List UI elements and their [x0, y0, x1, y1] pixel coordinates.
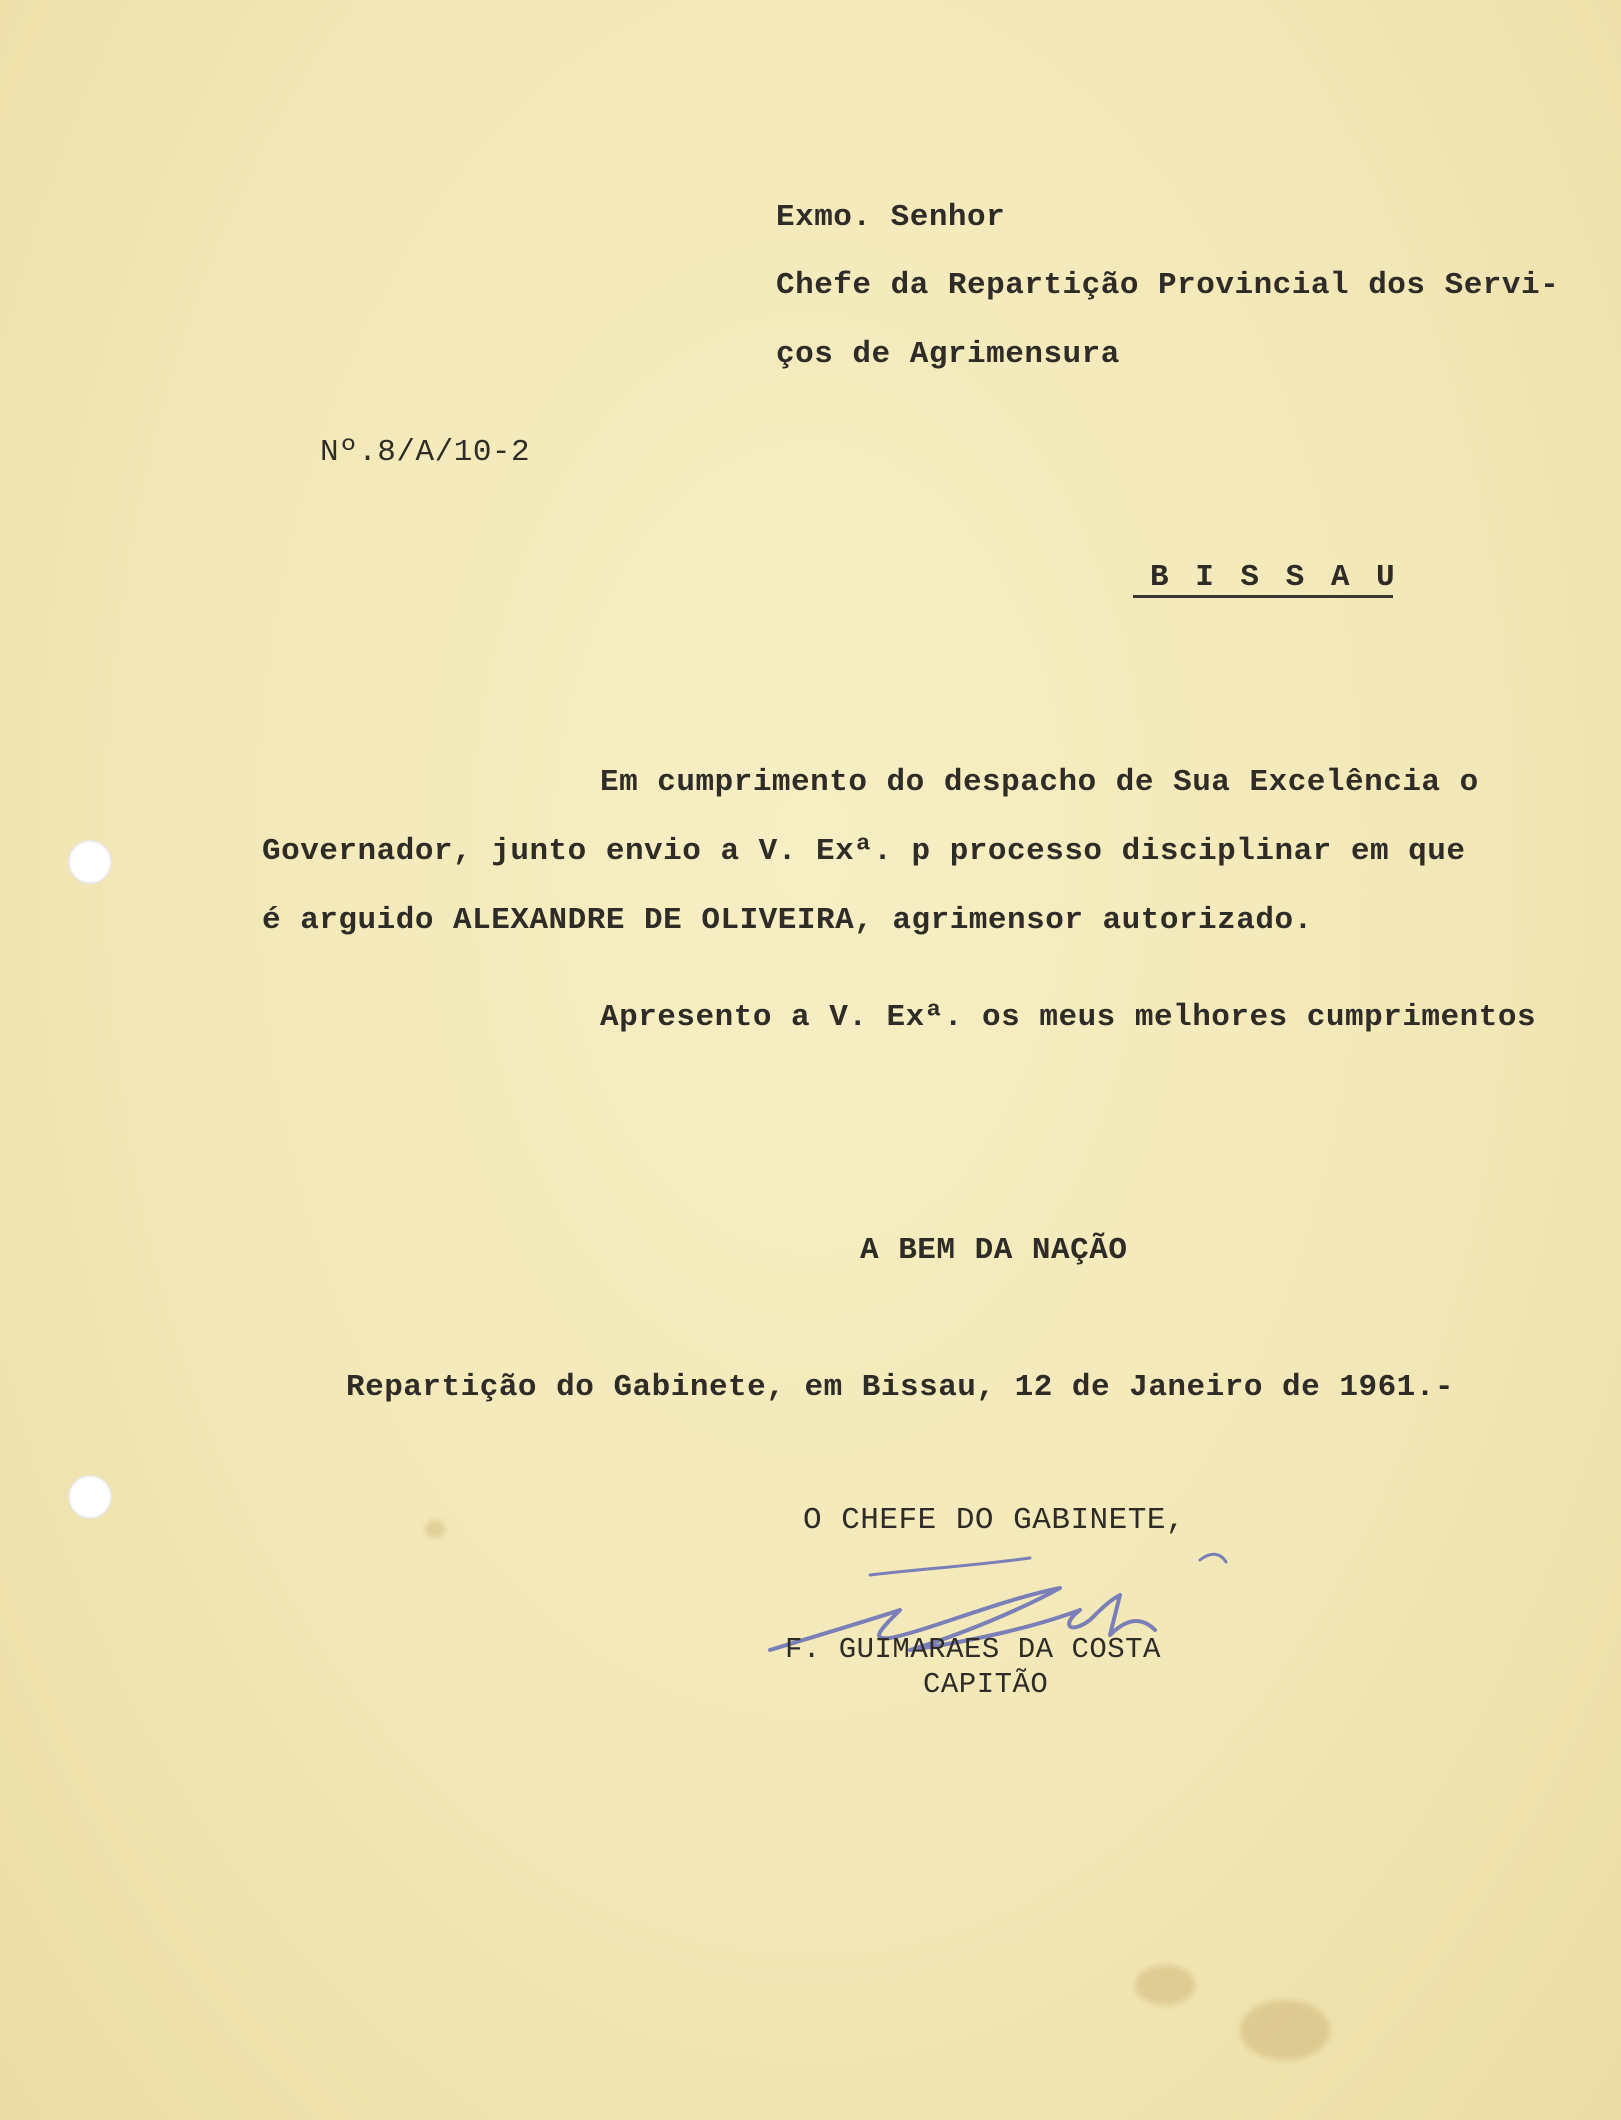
stain-mark	[1135, 1965, 1195, 2005]
city-underline	[1133, 595, 1393, 598]
punch-hole-top	[68, 840, 112, 884]
recipient-line-2: ços de Agrimensura	[776, 337, 1120, 372]
motto: A BEM DA NAÇÃO	[860, 1233, 1128, 1268]
signatory-name: F. GUIMARAES DA COSTA	[785, 1633, 1161, 1666]
reference-number: Nº.8/A/10-2	[320, 435, 531, 470]
greeting-line: Apresento a V. Exª. os meus melhores cumprimentos	[600, 1000, 1537, 1035]
city-heading: B I S S A U	[1150, 560, 1399, 595]
body-line-3: é arguido ALEXANDRE DE OLIVEIRA, agrimensor autorizado.	[262, 903, 1313, 938]
signatory-rank: CAPITÃO	[923, 1668, 1049, 1701]
salutation: Exmo. Senhor	[776, 200, 1006, 235]
place-date: Repartição do Gabinete, em Bissau, 12 de Janeiro de 1961.-	[346, 1370, 1454, 1405]
recipient-line-1: Chefe da Repartição Provincial dos Servi-	[776, 268, 1560, 303]
punch-hole-bottom	[68, 1475, 112, 1519]
stain-mark	[1240, 2000, 1330, 2060]
signatory-title: O CHEFE DO GABINETE,	[803, 1503, 1186, 1538]
stain-mark	[425, 1520, 445, 1538]
body-line-2: Governador, junto envio a V. Exª. p processo disciplinar em que	[262, 834, 1466, 869]
body-line-1: Em cumprimento do despacho de Sua Excelência o	[600, 765, 1479, 800]
